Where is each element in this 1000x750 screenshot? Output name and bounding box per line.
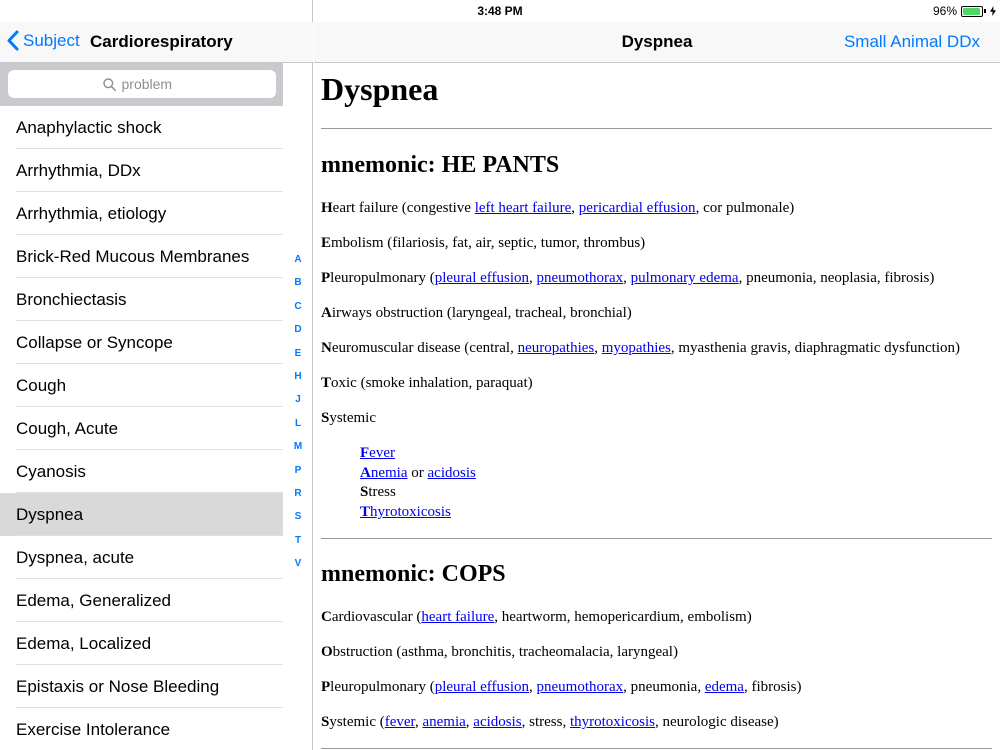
index-letter[interactable]: T xyxy=(294,534,302,546)
master-title: Cardiorespiratory xyxy=(90,32,233,51)
content-line xyxy=(360,504,451,521)
index-letter[interactable]: C xyxy=(294,300,302,312)
list-item[interactable]: Arrhythmia, DDx xyxy=(0,149,283,192)
term-link[interactable]: thyrotoxicosis xyxy=(569,714,655,730)
mnemonic-letter: S xyxy=(321,714,330,730)
line-text: tress xyxy=(368,484,396,501)
line-text: , xyxy=(594,340,602,356)
term-link[interactable] xyxy=(360,504,451,520)
divider xyxy=(321,748,992,749)
term-link[interactable]: pneumothorax xyxy=(536,679,624,695)
line-text: , fibrosis) xyxy=(743,679,802,695)
charging-bolt-icon xyxy=(990,6,996,16)
line-text: ystemic xyxy=(329,410,376,426)
term-link[interactable]: acidosis xyxy=(473,714,522,730)
term-link[interactable]: fever xyxy=(384,714,415,730)
term-link[interactable]: pleural effusion xyxy=(434,270,530,286)
mnemonic-letter: P xyxy=(321,679,331,695)
term-link[interactable]: neuropathies xyxy=(517,340,595,356)
line-text: , xyxy=(623,270,631,286)
index-letter[interactable]: B xyxy=(294,277,302,289)
list-item[interactable]: Edema, Localized xyxy=(0,622,283,665)
index-letter[interactable]: R xyxy=(294,487,302,499)
line-text: , xyxy=(571,200,579,216)
index-letter[interactable]: M xyxy=(293,441,303,453)
master-nav-bar xyxy=(0,22,313,63)
content-line xyxy=(360,465,476,482)
line-text: leuropulmonary ( xyxy=(330,270,435,286)
mnemonic-letter: S xyxy=(321,410,330,426)
term-link[interactable]: anemia xyxy=(422,714,466,730)
list-item[interactable]: Cyanosis xyxy=(0,450,283,493)
search-icon xyxy=(103,78,116,91)
index-letter[interactable]: L xyxy=(294,417,302,429)
list-item[interactable]: Collapse or Syncope xyxy=(0,321,283,364)
term-link-text: hyrotoxicosis xyxy=(370,504,451,521)
line-text: mbolism (filariosis, fat, air, septic, tumor, thrombus) xyxy=(331,235,646,251)
divider xyxy=(321,538,992,539)
term-link[interactable]: pulmonary edema xyxy=(630,270,739,286)
line-text: eart failure (congestive xyxy=(332,200,475,216)
term-link-text: ever xyxy=(369,445,395,461)
mnemonic-letter: A xyxy=(360,464,371,481)
mnemonic-letter: T xyxy=(321,375,332,391)
section-index[interactable] xyxy=(287,248,309,575)
line-text: irways obstruction (laryngeal, tracheal, bronchial) xyxy=(331,305,632,321)
mnemonic-letter: C xyxy=(321,609,332,625)
line-text: , neurologic disease) xyxy=(654,714,779,730)
content-line xyxy=(321,375,533,392)
list-item[interactable]: Dyspnea, acute xyxy=(0,536,283,579)
content-line xyxy=(321,340,960,357)
line-text: , pneumonia, xyxy=(623,679,705,695)
term-link-text: nemia xyxy=(370,464,408,481)
content-line xyxy=(321,609,752,626)
list-item[interactable]: Epistaxis or Nose Bleeding xyxy=(0,665,283,708)
line-text: , pneumonia, neoplasia, fibrosis) xyxy=(738,270,935,286)
index-letter[interactable]: J xyxy=(295,394,301,406)
list-item[interactable]: Arrhythmia, etiology xyxy=(0,192,283,235)
list-item[interactable]: Cough xyxy=(0,364,283,407)
problem-list xyxy=(0,106,283,750)
index-letter[interactable]: V xyxy=(294,558,302,570)
detail-nav-title: Dyspnea xyxy=(621,32,693,51)
term-link[interactable]: pneumothorax xyxy=(536,270,624,286)
list-item[interactable]: Exercise Intolerance xyxy=(0,708,283,750)
term-link[interactable]: edema xyxy=(704,679,744,695)
line-text: euromuscular disease (central, xyxy=(331,340,518,356)
term-link[interactable]: myopathies xyxy=(601,340,671,356)
line-text: , xyxy=(465,714,474,730)
content-line xyxy=(321,714,779,731)
content-line xyxy=(360,484,396,501)
mnemonic-letter: T xyxy=(360,504,371,521)
content-line xyxy=(321,235,645,252)
index-letter[interactable]: P xyxy=(294,464,302,476)
battery-indicator xyxy=(933,4,996,18)
line-text: , cor pulmonale) xyxy=(695,200,795,216)
battery-tip xyxy=(984,9,986,13)
line-text: , xyxy=(414,714,423,730)
content-line xyxy=(321,305,632,322)
list-item[interactable]: Bronchiectasis xyxy=(0,278,283,321)
term-link[interactable]: left heart failure xyxy=(474,200,572,216)
content-line xyxy=(321,644,678,661)
section-title-he-pants: mnemonic: HE PANTS xyxy=(321,152,560,178)
mnemonic-letter: E xyxy=(321,235,332,251)
content-line xyxy=(321,679,801,696)
term-link[interactable]: pleural effusion xyxy=(434,679,530,695)
term-link[interactable]: acidosis xyxy=(427,464,476,481)
term-link[interactable]: heart failure xyxy=(421,609,495,625)
list-item[interactable]: Cough, Acute xyxy=(0,407,283,450)
list-item[interactable]: Dyspnea xyxy=(0,493,283,536)
battery-icon xyxy=(961,6,983,17)
list-item[interactable]: Brick-Red Mucous Membranes xyxy=(0,235,283,278)
detail-nav-bar xyxy=(314,22,1000,63)
battery-fill xyxy=(963,8,980,15)
battery-percent: 96% xyxy=(932,4,957,18)
line-text: oxic (smoke inhalation, paraquat) xyxy=(331,375,533,391)
line-text: or xyxy=(407,464,428,481)
index-letter[interactable]: A xyxy=(294,254,302,265)
line-text: ardiovascular ( xyxy=(331,609,422,625)
term-link[interactable] xyxy=(360,445,395,461)
line-text: bstruction (asthma, bronchitis, tracheomalacia, laryngeal) xyxy=(332,644,678,660)
line-text: leuropulmonary ( xyxy=(330,679,435,695)
mnemonic-letter: F xyxy=(360,445,370,461)
index-letter[interactable]: S xyxy=(294,511,302,523)
content-line xyxy=(321,410,376,427)
list-item[interactable]: Edema, Generalized xyxy=(0,579,283,622)
list-item[interactable]: Anaphylactic shock xyxy=(0,106,283,149)
page-heading: Dyspnea xyxy=(321,71,439,107)
line-text: , xyxy=(529,270,537,286)
index-letter[interactable]: E xyxy=(294,347,302,359)
section-title-cops: mnemonic: COPS xyxy=(321,561,506,587)
mnemonic-letter: P xyxy=(321,270,331,286)
line-text: ystemic ( xyxy=(329,714,385,730)
small-animal-ddx-button[interactable]: Small Animal DDx xyxy=(843,32,980,51)
line-text: , stress, xyxy=(521,714,570,730)
back-button[interactable] xyxy=(7,30,80,51)
index-letter[interactable]: D xyxy=(294,324,302,336)
content-line xyxy=(360,445,395,462)
line-text: , xyxy=(529,679,537,695)
search-field[interactable] xyxy=(8,70,276,98)
mnemonic-letter: H xyxy=(321,200,333,216)
search-input[interactable] xyxy=(122,76,182,92)
content-line xyxy=(321,200,794,217)
search-bar xyxy=(0,63,283,106)
mnemonic-letter: A xyxy=(321,305,332,321)
mnemonic-letter: S xyxy=(360,484,369,501)
term-link[interactable]: pericardial effusion xyxy=(578,200,696,216)
line-text: , myasthenia gravis, diaphragmatic dysfunction) xyxy=(670,340,960,356)
index-letter[interactable]: H xyxy=(294,370,302,382)
term-link[interactable] xyxy=(360,465,408,481)
back-button-label: Subject xyxy=(23,30,80,50)
status-time: 3:48 PM xyxy=(477,4,523,18)
chevron-left-icon xyxy=(7,30,19,51)
divider xyxy=(321,128,992,129)
content-line xyxy=(321,270,934,287)
line-text: , heartworm, hemopericardium, embolism) xyxy=(494,609,752,625)
master-panel xyxy=(0,0,313,750)
mnemonic-letter: N xyxy=(321,340,332,356)
mnemonic-letter: O xyxy=(321,644,333,660)
